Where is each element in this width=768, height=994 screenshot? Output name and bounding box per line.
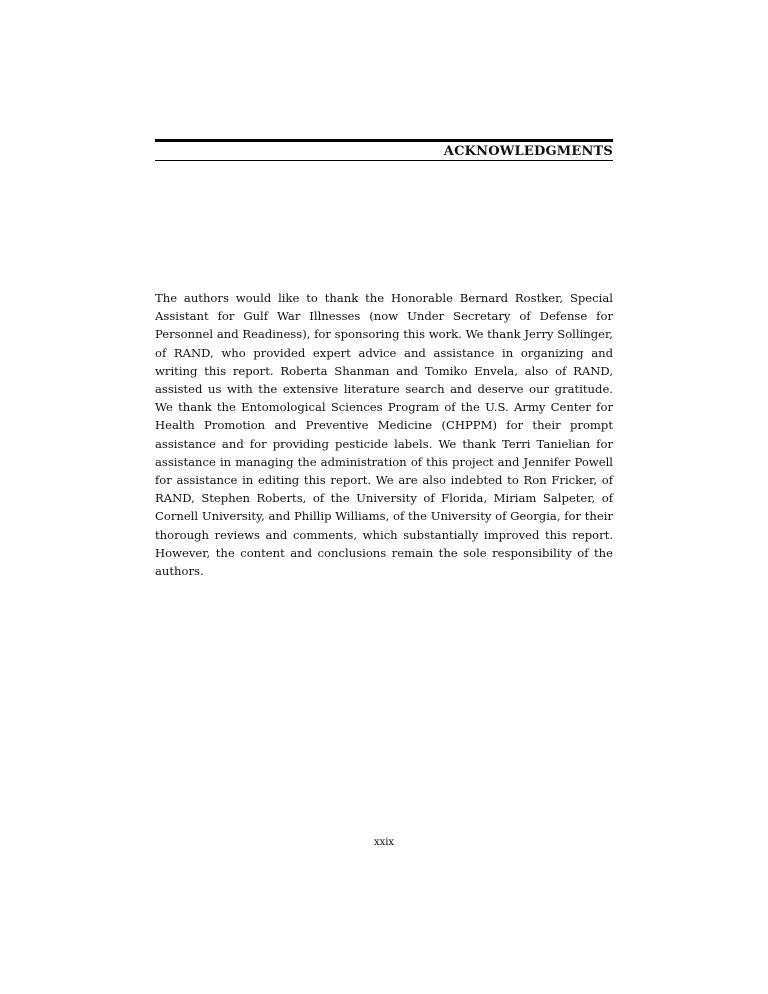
heading-rule-top bbox=[155, 139, 613, 142]
acknowledgments-paragraph: The authors would like to thank the Honorable Bernard Rostker, Special Assistant for Gulf War Illnesses (now Under Secretary of Defense for Personnel and Readiness), for sponsoring this work. We thank Jerry Sollinger, of RAND, who provided expert advice and assistance in organizing and writing this report. Roberta Shanman and Tomiko Envela, also of RAND, assisted us with the extensive literature search and deserve our gratitude. We thank the Entomological Sciences Program of the U.S. Army Center for Health Promotion and Preventive Medicine (CHPPM) for their prompt assistance and for providing pesticide labels. We thank Terri Tanielian for assistance in managing the administration of this project and Jennifer Powell for assistance in editing this report. We are also indebted to Ron Fricker, of RAND, Stephen Roberts, of the University of Florida, Miriam Salpeter, of Cornell University, and Phillip Williams, of the University of Georgia, for their thorough reviews and comments, which substantially improved this report. However, the content and conclusions remain the sole responsibility of the authors. bbox=[155, 291, 613, 579]
heading-rule-bottom bbox=[155, 160, 613, 161]
section-heading: ACKNOWLEDGMENTS bbox=[443, 144, 613, 159]
page-number: xxix bbox=[373, 837, 395, 848]
